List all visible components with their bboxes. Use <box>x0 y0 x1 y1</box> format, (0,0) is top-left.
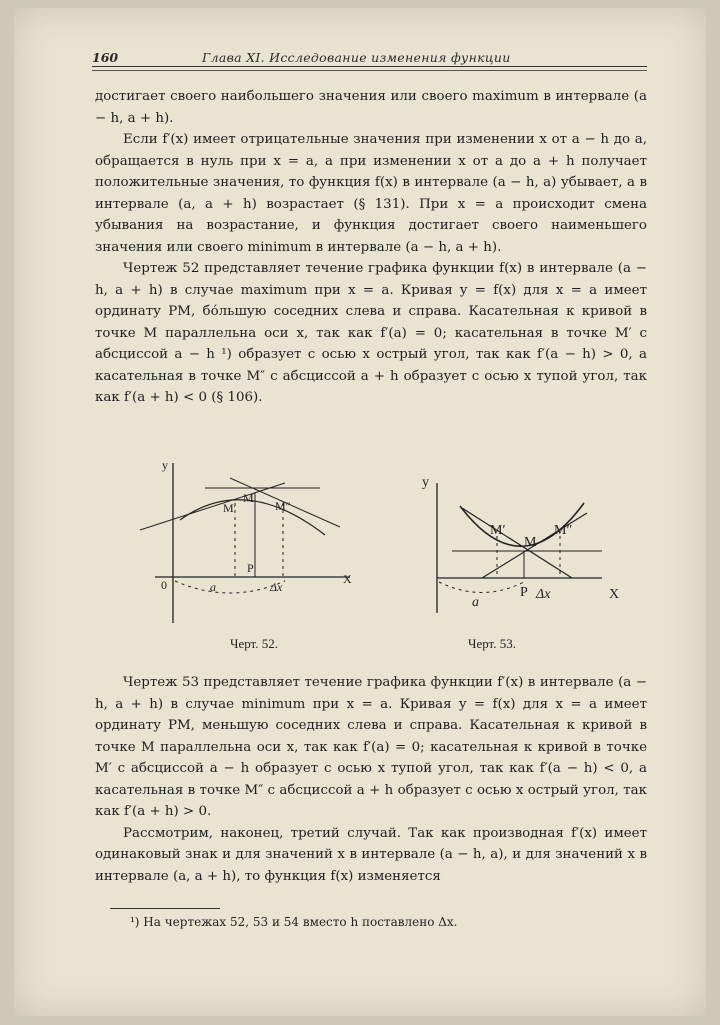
label-M2: M″ <box>554 523 573 538</box>
paragraph: Если f′(x) имеет отрицательные значения при изменении x от a − h до a, обращается в нуль при x = a, а при изменении x от a до a + h получает положительные значения, то функция f(x) в интервале (a − h, a) убывает, а в интервале (a, a + h) возрастает (§ 131). При x = a происходит смена убывания на возрастание, и функция достигает своего наименьшего значения или своего minimum в интервале (a − h, a + h). <box>95 132 647 255</box>
label-origin: 0 <box>161 578 167 592</box>
figure-53 <box>412 468 642 623</box>
label-dx: Δx <box>270 580 283 594</box>
figure-52 <box>135 455 365 625</box>
delta-arc <box>439 582 524 593</box>
label-a: a <box>210 580 216 594</box>
tangent-left <box>140 483 285 530</box>
caption-53: Черт. 53. <box>468 636 517 651</box>
text-block-top <box>95 86 647 409</box>
delta-arc <box>175 581 285 593</box>
label-y: y <box>422 475 429 490</box>
text-block-bottom <box>95 672 647 887</box>
label-a: a <box>472 595 479 610</box>
label-M: M <box>243 491 254 505</box>
label-dx: Δx <box>536 587 551 602</box>
label-P: P <box>247 561 254 575</box>
label-M: M <box>524 535 537 550</box>
curve <box>180 500 325 535</box>
label-M1: M′ <box>490 523 506 538</box>
paragraph: Чертеж 52 представляет течение графика функции f(x) в интервале (a − h, a + h) в случае maximum при x = a. Кривая y = f(x) для x = a имеет ординату PM, бо́льшую соседних слева и справа. Касательная к кривой в точке M параллельна оси x, так как f′(a) = 0; касательная в точке M′ с абсциссой a − h ¹) образует с осью x острый угол, так как f′(a − h) > 0, а касательная в точке M″ с абсциссой a + h образует с осью x тупой угол, так как f′(a + h) < 0 (§ 106). <box>95 261 647 405</box>
header-rule <box>92 66 647 67</box>
label-x: X <box>609 587 620 602</box>
label-y: y <box>162 458 168 472</box>
tangent-left <box>462 508 572 578</box>
label-P: P <box>520 585 528 600</box>
caption-52: Черт. 52. <box>230 636 279 651</box>
page-number: 160 <box>92 50 119 65</box>
footnote: ¹) На чертежах 52, 53 и 54 вместо h поставлено Δx. <box>130 915 458 929</box>
label-x: X <box>343 572 352 586</box>
label-M1: M′ <box>223 501 237 515</box>
paragraph: Чертеж 53 представляет течение графика функции f′(x) в интервале (a − h, a + h) в случае minimum при x = a. Кривая y = f(x) для x = a имеет ординату PM, меньшую соседних слева и справа. Касательная к кривой в точке M параллельна оси x, так как f′(a) = 0; касательная к кривой в точке M′ с абсциссой a − h образует с осью x тупой угол, так как f′(a − h) < 0, а касательная в точке M″ с абсциссой a + h образует с осью x острый угол, так как f′(a + h) > 0. <box>95 675 647 819</box>
paragraph: достигает своего наибольшего значения или своего maximum в интервале (a − h, a + h). <box>95 89 647 126</box>
paragraph: Рассмотрим, наконец, третий случай. Так как производная f′(x) имеет одинаковый знак и для значений x в интервале (a − h, a), и для значений x в интервале (a, a + h), то функция f(x) изменяется <box>95 825 647 884</box>
footnote-rule <box>110 908 220 909</box>
header-rule-thin <box>92 70 647 71</box>
label-M2: M″ <box>275 499 291 513</box>
chapter-title: Глава XI. Исследование изменения функции <box>202 50 511 65</box>
